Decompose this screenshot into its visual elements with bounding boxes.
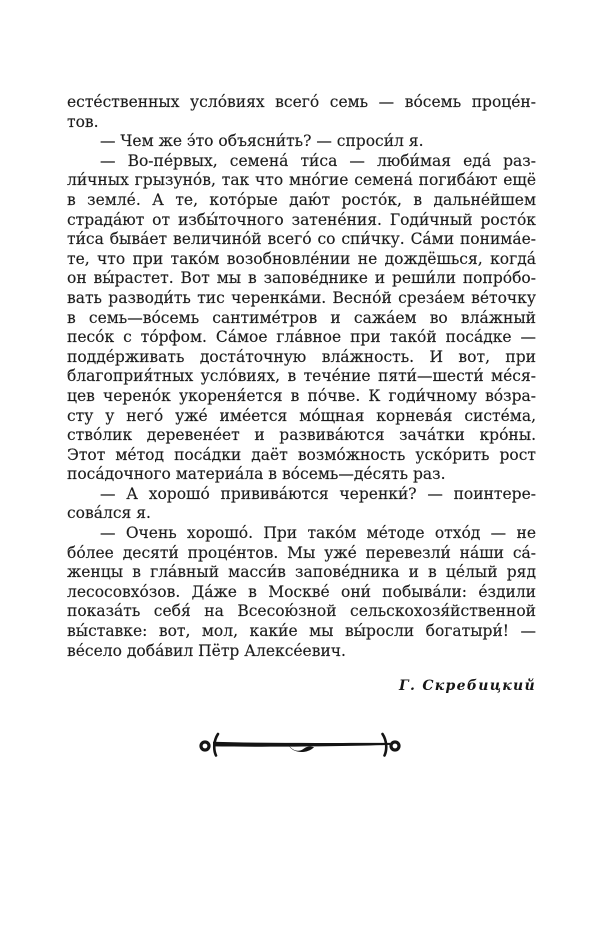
- text-line: вы́ставке: вот, мол, каки́е мы вы́росли богатыри́! —: [67, 622, 536, 641]
- text-line: те, что при тако́м возобновле́нии не дождёшься, когда́: [67, 249, 536, 268]
- text-line: бо́лее десяти́ проце́нтов. Мы уже́ перевезли́ на́ши са́-: [67, 543, 536, 562]
- text-line: благоприя́тных усло́виях, в тече́ние пяти́—шести́ ме́ся-: [67, 367, 536, 386]
- text-line: вать разводи́ть тис черенка́ми. Весно́й среза́ем ве́точку: [67, 288, 536, 307]
- text-line: песо́к с то́рфом. Са́мое гла́вное при тако́й поса́дке —: [67, 328, 536, 347]
- text-line: цев черено́к укореня́ется в по́чве. К годи́чному во́зра-: [67, 386, 536, 405]
- text-line: — А хорошо́ привива́ются черенки́? — поинтере-: [100, 484, 536, 503]
- text-line: — Очень хорошо́. При тако́м ме́тоде отхо́д — не: [100, 524, 536, 543]
- author-signature: Г. Скребицкий: [399, 678, 536, 694]
- text-line: ти́са быва́ет величино́й всего́ со спи́чку. Са́ми понима́е-: [67, 230, 536, 249]
- text-line: в семь—во́семь сантиме́тров и сажа́ем во вла́жный: [67, 308, 536, 327]
- text-line: — Чем же э́то объясни́ть? — спроси́л я.: [100, 132, 424, 151]
- text-line: сту у него́ уже́ име́ется мо́щная корнева́я систе́ма,: [67, 406, 536, 425]
- text-line: страда́ют от избы́точного затене́ния. Годи́чный росто́к: [67, 210, 536, 229]
- tailpiece-ornament-icon: [198, 731, 402, 757]
- text-line: показа́ть себя́ на Всесою́зной сельскохозя́йственной: [67, 602, 536, 621]
- text-line: ли́чных грызуно́в, так что мно́гие семена́ погиба́ют ещё: [67, 171, 536, 190]
- text-line: ве́село доба́вил Пётр Алексе́евич.: [67, 641, 346, 660]
- text-line: лесосовхо́зов. Да́же в Москве́ они́ побыва́ли: е́здили: [67, 582, 536, 601]
- text-line: есте́ственных усло́виях всего́ семь — во́семь проце́н-: [67, 93, 536, 111]
- text-line: — Во-пе́рвых, семена́ ти́са — люби́мая еда́ раз-: [100, 151, 536, 170]
- body-text: [67, 93, 536, 661]
- text-line: Этот ме́тод поса́дки даёт возмо́жность уско́рить рост: [67, 445, 536, 464]
- text-line: подде́рживать доста́точную вла́жность. И вот, при: [67, 347, 536, 366]
- text-line: он вы́растет. Вот мы в запове́днике и реши́ли попро́бо-: [67, 269, 536, 288]
- text-line: тов.: [67, 112, 99, 131]
- text-line: женцы в гла́вный масси́в запове́дника и в це́лый ряд: [67, 563, 536, 582]
- text-line: ство́лик деревене́ет и развива́ются зача́тки кро́ны.: [67, 426, 536, 445]
- text-line: в земле́. А те, кото́рые даю́т росто́к, в дальне́йшем: [67, 190, 536, 209]
- text-line: сова́лся я.: [67, 504, 151, 523]
- text-line: поса́дочного материа́ла в во́семь—де́сять раз.: [67, 465, 446, 484]
